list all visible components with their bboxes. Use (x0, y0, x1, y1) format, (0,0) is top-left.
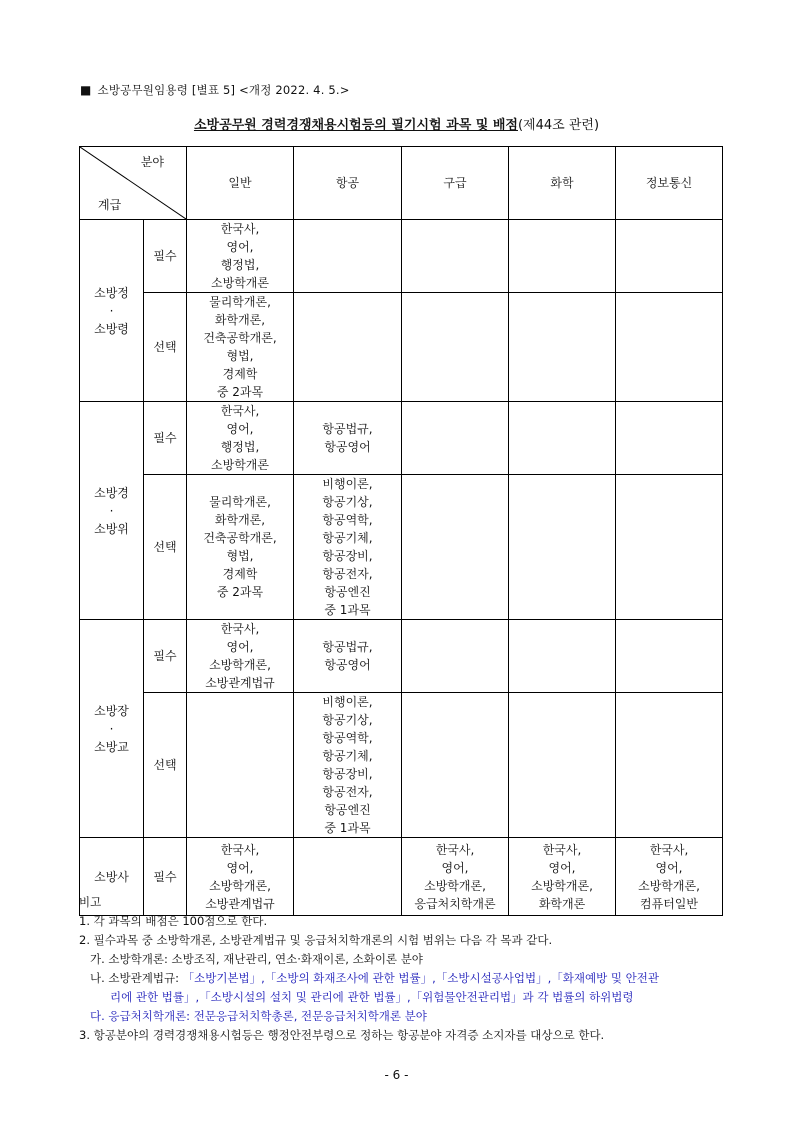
notes-heading: 비고 (79, 895, 102, 909)
document-title (0, 114, 793, 133)
table-row (80, 293, 723, 402)
page-number: - 6 - (384, 1068, 409, 1082)
subject-cell (509, 693, 616, 838)
corner-rank-label: 계급 (98, 198, 122, 212)
column-header: 일반 (187, 147, 294, 220)
column-header: 정보통신 (616, 147, 723, 220)
law-reference: 소방공무원임용령 [별표 5] <개정 2022. 4. 5.> (97, 83, 350, 97)
subject-cell (616, 220, 723, 293)
square-bullet-icon: ■ (80, 83, 92, 97)
subject-cell (509, 475, 616, 620)
subject-cell: 한국사, 영어, 행정법, 소방학개론 (187, 220, 294, 293)
notes-section (79, 893, 739, 1045)
title-sub: (제44조 관련) (517, 118, 600, 133)
subject-cell: 한국사, 영어, 소방학개론, 화학개론 (509, 838, 616, 916)
subject-cell: 한국사, 영어, 소방학개론, 소방관계법규 (187, 838, 294, 916)
table-row (80, 220, 723, 293)
subject-cell (402, 220, 509, 293)
subject-cell (294, 293, 402, 402)
subject-cell (509, 402, 616, 475)
table-row (80, 620, 723, 693)
subject-cell: 물리학개론, 화학개론, 건축공학개론, 형법, 경제학 중 2과목 (187, 475, 294, 620)
note-3: 3. 항공분야의 경력경쟁채용시험등은 행정안전부령으로 정하는 항공분야 자격증 소지자를 대상으로 한다. (79, 1028, 605, 1042)
diagonal-line (80, 147, 186, 219)
subject-cell (187, 693, 294, 838)
title-main: 소방공무원 경력경쟁채용시험등의 필기시험 과목 및 배점 (193, 118, 518, 133)
note-2: 2. 필수과목 중 소방학개론, 소방관계법규 및 응급처치학개론의 시험 범위는 다음 각 목과 같다. (79, 933, 553, 947)
corner-field-label: 분야 (140, 155, 164, 169)
subject-cell (616, 402, 723, 475)
subject-cell (402, 402, 509, 475)
table-row (80, 475, 723, 620)
subject-cell (616, 293, 723, 402)
subject-cell: 한국사, 영어, 소방학개론, 응급처치학개론 (402, 838, 509, 916)
rank-cell: 소방경 · 소방위 (80, 402, 144, 620)
type-cell: 선택 (144, 693, 187, 838)
type-cell: 선택 (144, 475, 187, 620)
subject-cell (402, 693, 509, 838)
subject-cell: 한국사, 영어, 소방학개론, 소방관계법규 (187, 620, 294, 693)
note-2a: 가. 소방학개론: 소방조직, 재난관리, 연소·화재이론, 소화이론 분야 (90, 952, 423, 966)
type-cell: 필수 (144, 220, 187, 293)
note-2c: 다. 응급처치학개론: 전문응급처치학총론, 전문응급처치학개론 분야 (90, 1009, 427, 1023)
header-line (80, 82, 350, 98)
column-header: 항공 (294, 147, 402, 220)
note-2b-prefix: 나. 소방관계법규: (90, 971, 183, 985)
subject-cell: 항공법규, 항공영어 (294, 402, 402, 475)
subject-cell (402, 475, 509, 620)
subject-cell (616, 693, 723, 838)
subject-cell: 한국사, 영어, 행정법, 소방학개론 (187, 402, 294, 475)
subject-cell (509, 620, 616, 693)
note-1: 1. 각 과목의 배점은 100점으로 한다. (79, 914, 268, 928)
subject-cell: 비행이론, 항공기상, 항공역학, 항공기체, 항공장비, 항공전자, 항공엔진 중 1과목 (294, 693, 402, 838)
subject-cell (402, 293, 509, 402)
subject-cell: 물리학개론, 화학개론, 건축공학개론, 형법, 경제학 중 2과목 (187, 293, 294, 402)
subject-cell: 항공법규, 항공영어 (294, 620, 402, 693)
subject-table (79, 146, 723, 916)
subject-cell: 한국사, 영어, 소방학개론, 컴퓨터일반 (616, 838, 723, 916)
subject-cell (616, 620, 723, 693)
type-cell: 필수 (144, 402, 187, 475)
rank-cell: 소방사 (80, 838, 144, 916)
subject-cell: 비행이론, 항공기상, 항공역학, 항공기체, 항공장비, 항공전자, 항공엔진 중 1과목 (294, 475, 402, 620)
subject-cell (509, 220, 616, 293)
corner-cell (80, 147, 187, 220)
rank-cell: 소방장 · 소방교 (80, 620, 144, 838)
table-row (80, 402, 723, 475)
column-header: 화학 (509, 147, 616, 220)
subject-cell (402, 620, 509, 693)
subject-cell (509, 293, 616, 402)
subject-cell (294, 220, 402, 293)
type-cell: 필수 (144, 620, 187, 693)
rank-cell: 소방정 · 소방령 (80, 220, 144, 402)
note-2b-laws-1: 「소방기본법」,「소방의 화재조사에 관한 법률」,「소방시설공사업법」,「화재예방 및 안전관 (182, 971, 659, 985)
note-2b-line2: 리에 관한 법률」,「소방시설의 설치 및 관리에 관한 법률」,「위험물안전관리법」과 각 법률의 하위법령 (110, 990, 634, 1004)
column-header: 구급 (402, 147, 509, 220)
subject-cell (616, 475, 723, 620)
table-row (80, 693, 723, 838)
type-cell: 필수 (144, 838, 187, 916)
type-cell: 선택 (144, 293, 187, 402)
table-header-row (80, 147, 723, 220)
note-2b-line1 (79, 969, 739, 988)
